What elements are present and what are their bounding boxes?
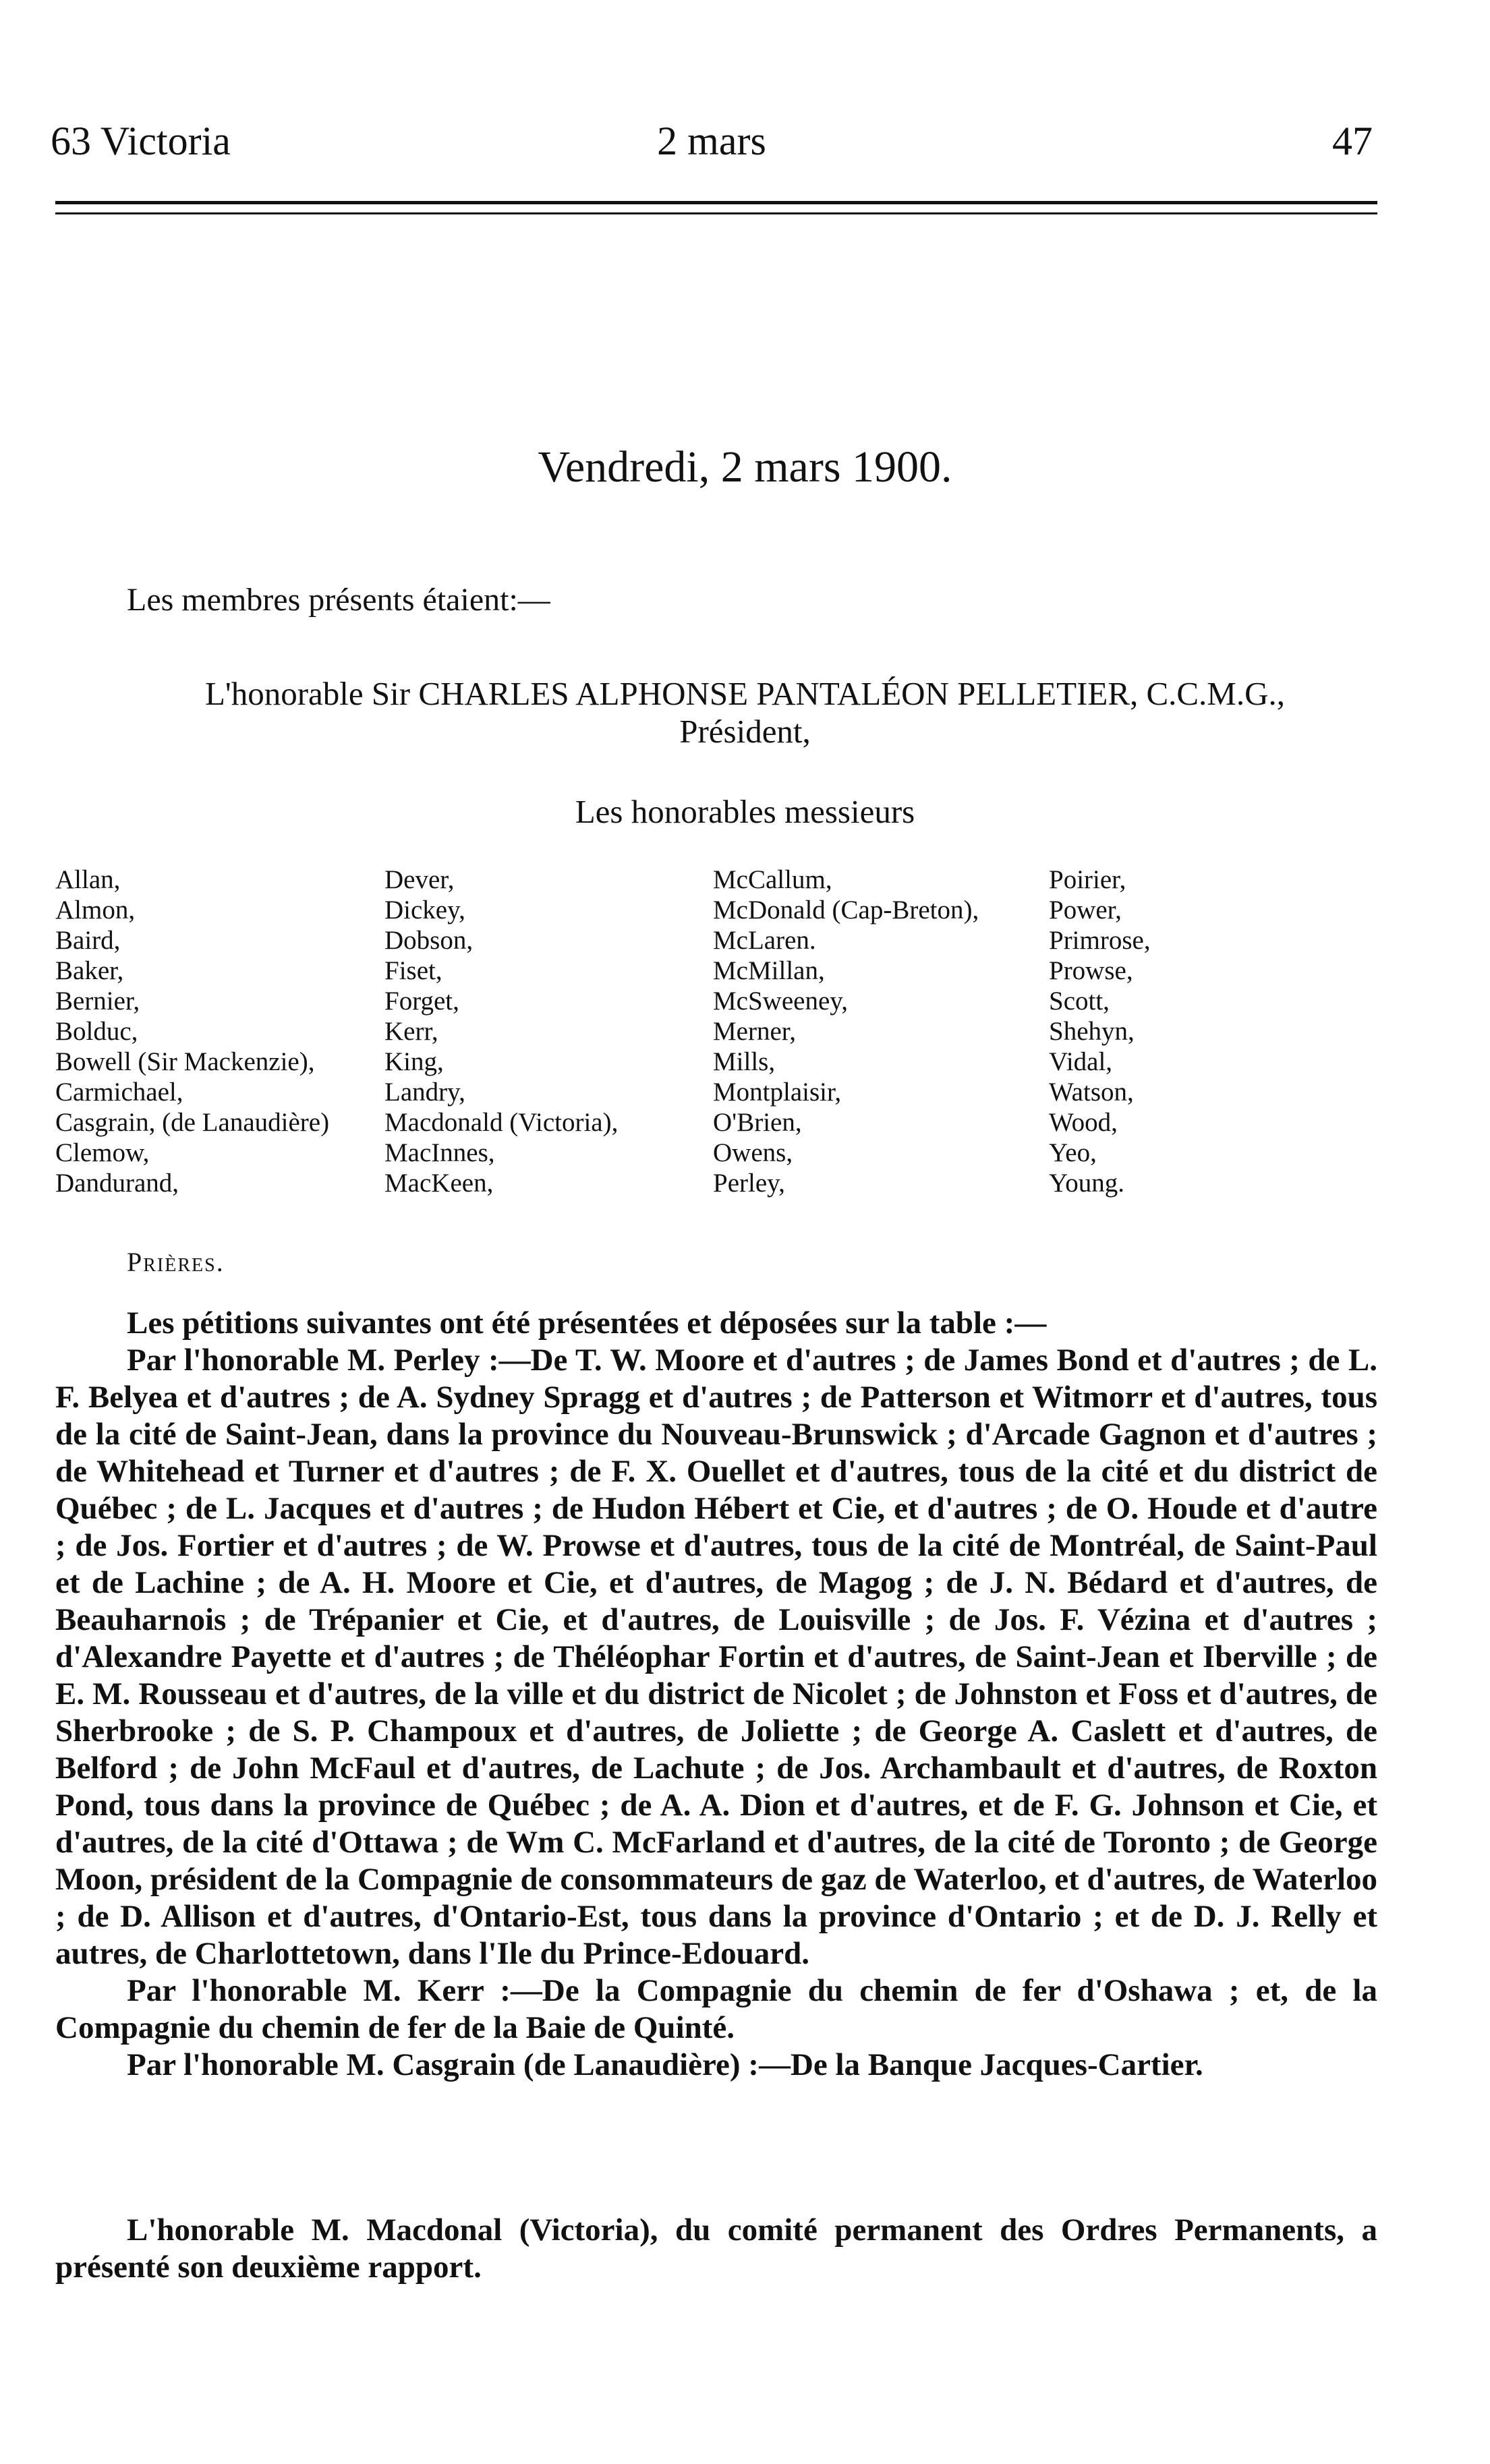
- petitions-intro: Les pétitions suivantes ont été présentées et déposées sur la table :—: [127, 1306, 1047, 1341]
- prayers-heading: Prières.: [127, 1247, 225, 1277]
- members-column-4: [1049, 864, 1151, 1198]
- member-name: Kerr,: [384, 1017, 438, 1046]
- member-name: Macdonald (Victoria),: [384, 1108, 619, 1137]
- member-name: Perley,: [713, 1169, 785, 1198]
- member-name: Watson,: [1049, 1078, 1134, 1107]
- member-name: McMillan,: [713, 956, 825, 985]
- member-name: Prowse,: [1049, 956, 1133, 985]
- member-name: MacKeen,: [384, 1169, 494, 1198]
- header-regnal-year: 63 Victoria: [51, 119, 231, 163]
- president-name: L'honorable Sir CHARLES ALPHONSE PANTALÉON PELLETIER, C.C.M.G.,: [204, 675, 1286, 712]
- member-name: Dever,: [384, 865, 455, 894]
- members-column-3: [713, 864, 979, 1198]
- member-name: Owens,: [713, 1138, 793, 1167]
- member-name: Yeo,: [1049, 1138, 1097, 1167]
- honorables-heading: Les honorables messieurs: [575, 793, 915, 830]
- member-name: Montplaisir,: [713, 1078, 842, 1107]
- member-name: Merner,: [713, 1017, 796, 1046]
- member-name: Casgrain, (de Lanaudière): [55, 1108, 330, 1137]
- header-rule-thin: [55, 212, 1377, 214]
- member-name: O'Brien,: [713, 1108, 802, 1137]
- member-name: Wood,: [1049, 1108, 1118, 1137]
- header-date: 2 mars: [657, 119, 766, 163]
- president-title: Président,: [679, 713, 811, 750]
- members-column-2: [384, 864, 618, 1198]
- member-name: McCallum,: [713, 865, 832, 894]
- member-name: Bowell (Sir Mackenzie),: [55, 1047, 315, 1076]
- member-name: Bolduc,: [55, 1017, 138, 1046]
- committee-report: L'honorable M. Macdonal (Victoria), du comité permanent des Ordres Permanents, a présenté son deuxième rapport.: [55, 2212, 1377, 2285]
- member-name: Clemow,: [55, 1138, 150, 1167]
- page-number: 47: [1332, 119, 1373, 163]
- petitions-kerr: Par l'honorable M. Kerr :—De la Compagnie du chemin de fer d'Oshawa ; et, de la Compagnie du chemin de fer de la Baie de Quinté.: [55, 1973, 1377, 2045]
- header-rule-thick: [55, 201, 1377, 204]
- member-name: McDonald (Cap-Breton),: [713, 896, 979, 925]
- member-name: Baird,: [55, 926, 121, 955]
- member-name: Landry,: [384, 1078, 465, 1107]
- member-name: Primrose,: [1049, 926, 1151, 955]
- petitions-casgrain: Par l'honorable M. Casgrain (de Lanaudière) :—De la Banque Jacques-Cartier.: [127, 2047, 1203, 2082]
- member-name: Forget,: [384, 987, 459, 1016]
- member-name: King,: [384, 1047, 444, 1076]
- member-name: Power,: [1049, 896, 1122, 925]
- petitions-section: [55, 1305, 1377, 2084]
- member-name: Fiset,: [384, 956, 442, 985]
- members-present-intro: Les membres présents étaient:—: [127, 582, 550, 618]
- member-name: Almon,: [55, 896, 136, 925]
- members-column-1: [55, 864, 329, 1198]
- member-name: Young.: [1049, 1169, 1125, 1198]
- report-section: [55, 2212, 1377, 2286]
- member-name: Scott,: [1049, 987, 1110, 1016]
- member-name: Allan,: [55, 865, 121, 894]
- running-header: [51, 118, 1373, 165]
- member-name: Poirier,: [1049, 865, 1126, 894]
- member-name: Carmichael,: [55, 1078, 183, 1107]
- session-date-title: Vendredi, 2 mars 1900.: [538, 442, 952, 492]
- member-name: Bernier,: [55, 987, 140, 1016]
- member-name: Dandurand,: [55, 1169, 179, 1198]
- member-name: Vidal,: [1049, 1047, 1113, 1076]
- member-name: Mills,: [713, 1047, 776, 1076]
- member-name: McLaren.: [713, 926, 816, 955]
- member-name: Baker,: [55, 956, 124, 985]
- member-name: Shehyn,: [1049, 1017, 1135, 1046]
- member-name: Dickey,: [384, 896, 465, 925]
- petitions-perley: Par l'honorable M. Perley :—De T. W. Moore et d'autres ; de James Bond et d'autres ; de L. F. Belyea et d'autres ; de A. Sydney Spragg et d'autres ; de Patterson et Witmorr et d'autres, tous de la cité de Saint-Jean, dans la province du Nouveau-Brunswick ; d'Arcade Gagnon et d'autres ; de Whitehead et Turner et d'autres ; de F. X. Ouellet et d'autres, tous de la cité et du district de Québec ; de L. Jacques et d'autres ; de Hudon Hébert et Cie, et d'autres ; de O. Houde et d'autre ; de Jos. Fortier et d'autres ; de W. Prowse et d'autres, tous de la cité de Montréal, de Saint-Paul et de Lachine ; de A. H. Moore et Cie, et d'autres, de Magog ; de J. N. Bédard et d'autres, de Beauharnois ; de Trépanier et Cie, et d'autres, de Louisville ; de Jos. F. Vézina et d'autres ; d'Alexandre Payette et d'autres ; de Théléophar Fortin et d'autres, de Saint-Jean et Iberville ; de E. M. Rousseau et d'autres, de la ville et du district de Nicolet ; de Johnston et Foss et d'autres, de Sherbrooke ; de S. P. Champoux et d'autres, de Joliette ; de George A. Caslett et d'autres, de Belford ; de John McFaul et d'autres, de Lachute ; de Jos. Archambault et d'autres, de Roxton Pond, tous dans la province de Québec ; de A. A. Dion et d'autres, et de F. G. Johnson et Cie, et d'autres, de la cité d'Ottawa ; de Wm C. McFarland et d'autres, de la cité de Toronto ; de George Moon, président de la Compagnie de consommateurs de gaz de Waterloo, et d'autres, de Waterloo ; de D. Allison et d'autres, d'Ontario-Est, tous dans la province d'Ontario ; et de D. J. Relly et autres, de Charlottetown, dans l'Ile du Prince-Edouard.: [55, 1343, 1377, 1971]
- member-name: McSweeney,: [713, 987, 848, 1016]
- member-name: Dobson,: [384, 926, 474, 955]
- member-name: MacInnes,: [384, 1138, 495, 1167]
